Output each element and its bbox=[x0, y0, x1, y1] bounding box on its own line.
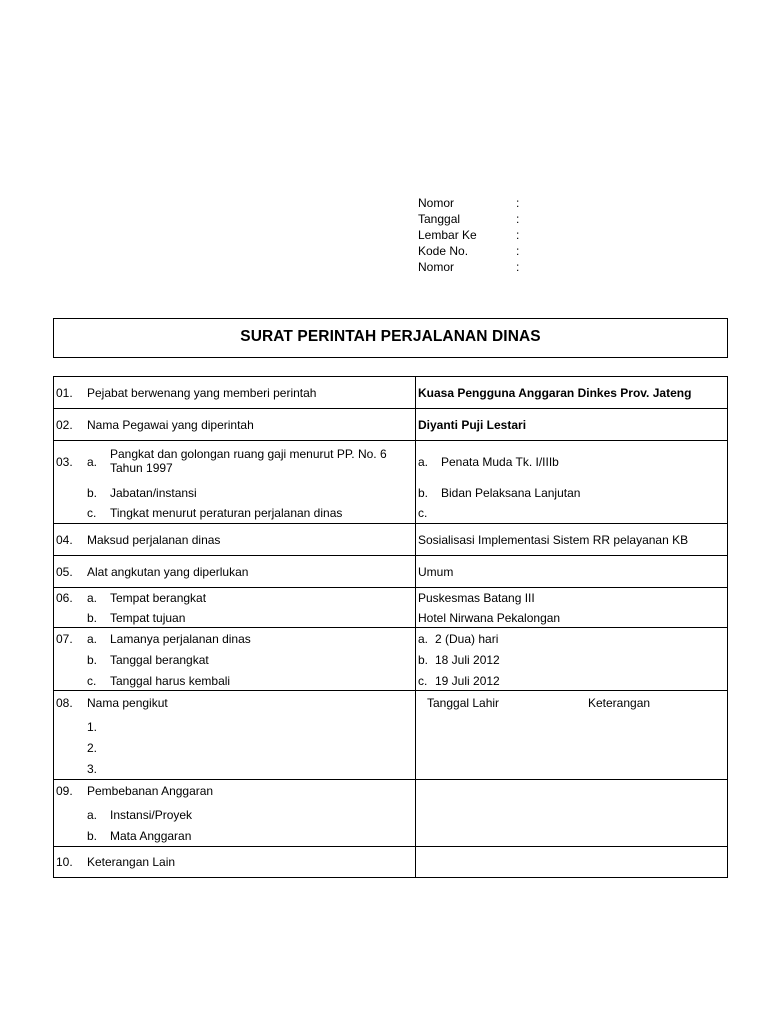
row-value: Hotel Nirwana Pekalongan bbox=[418, 611, 561, 625]
header-colon: : bbox=[516, 244, 520, 258]
row-divider bbox=[53, 587, 728, 588]
sub-letter: c. bbox=[87, 506, 97, 520]
row-label: Maksud perjalanan dinas bbox=[87, 533, 221, 547]
row-label: Tanggal berangkat bbox=[110, 653, 209, 667]
sub-letter: b. bbox=[87, 829, 98, 843]
row-label: Nama Pegawai yang diperintah bbox=[87, 418, 254, 432]
row-label: Tingkat menurut peraturan perjalanan dinas bbox=[110, 506, 343, 520]
row-value: Bidan Pelaksana Lanjutan bbox=[441, 486, 581, 500]
row-divider bbox=[53, 408, 728, 409]
row-number: 07. bbox=[56, 632, 73, 646]
sub-letter: b. bbox=[418, 486, 429, 500]
row-value: Sosialisasi Implementasi Sistem RR pelayanan KB bbox=[418, 533, 689, 547]
sub-letter: c. bbox=[87, 674, 97, 688]
sub-letter: a. bbox=[87, 632, 98, 646]
row-value: Umum bbox=[418, 565, 454, 579]
sub-letter: b. bbox=[87, 486, 98, 500]
row-value: Diyanti Puji Lestari bbox=[418, 418, 527, 432]
sub-letter: b. bbox=[87, 653, 98, 667]
row-value: 2 (Dua) hari bbox=[435, 632, 499, 646]
header-label-lembar: Lembar Ke bbox=[418, 228, 477, 242]
header-label-nomor: Nomor bbox=[418, 196, 455, 210]
row-label: Keterangan Lain bbox=[87, 855, 176, 869]
sub-letter: c. bbox=[418, 506, 428, 520]
sub-letter: a. bbox=[87, 591, 98, 605]
row-label: Nama pengikut bbox=[87, 696, 168, 710]
header-colon: : bbox=[516, 228, 520, 242]
page-title: SURAT PERINTAH PERJALANAN DINAS bbox=[240, 328, 541, 345]
row-value: 18 Juli 2012 bbox=[435, 653, 500, 667]
row-divider bbox=[53, 627, 728, 628]
sub-letter: b. bbox=[87, 611, 98, 625]
row-label: Pembebanan Anggaran bbox=[87, 784, 214, 798]
row-divider bbox=[53, 779, 728, 780]
row-number: 03. bbox=[56, 455, 73, 469]
row-value: 19 Juli 2012 bbox=[435, 674, 500, 688]
row-number: 10. bbox=[56, 855, 73, 869]
column-header-keterangan: Keterangan bbox=[588, 696, 651, 710]
row-label: Alat angkutan yang diperlukan bbox=[87, 565, 249, 579]
row-value: Penata Muda Tk. I/IIIb bbox=[441, 455, 559, 469]
sub-letter: b. bbox=[418, 653, 429, 667]
row-number: 02. bbox=[56, 418, 73, 432]
row-divider bbox=[53, 690, 728, 691]
sub-letter: a. bbox=[87, 808, 98, 822]
header-label-nomor-2: Nomor bbox=[418, 260, 455, 274]
sub-letter: a. bbox=[418, 632, 429, 646]
row-label: Mata Anggaran bbox=[110, 829, 192, 843]
row-label: Tahun 1997 bbox=[110, 461, 173, 475]
row-label: Pangkat dan golongan ruang gaji menurut PP. No. 6 bbox=[110, 447, 387, 461]
row-divider bbox=[53, 523, 728, 524]
row-label: Tanggal harus kembali bbox=[110, 674, 231, 688]
row-divider bbox=[53, 440, 728, 441]
list-item: 3. bbox=[87, 762, 98, 776]
row-divider bbox=[53, 846, 728, 847]
row-number: 01. bbox=[56, 386, 73, 400]
row-number: 09. bbox=[56, 784, 73, 798]
header-colon: : bbox=[516, 196, 520, 210]
sub-letter: a. bbox=[87, 455, 98, 469]
header-colon: : bbox=[516, 212, 520, 226]
header-label-kode: Kode No. bbox=[418, 244, 469, 258]
row-value: Puskesmas Batang III bbox=[418, 591, 535, 605]
row-label: Pejabat berwenang yang memberi perintah bbox=[87, 386, 317, 400]
header-label-tanggal: Tanggal bbox=[418, 212, 461, 226]
row-number: 05. bbox=[56, 565, 73, 579]
row-number: 06. bbox=[56, 591, 73, 605]
row-divider bbox=[53, 555, 728, 556]
row-value: Kuasa Pengguna Anggaran Dinkes Prov. Jateng bbox=[418, 386, 692, 400]
row-label: Instansi/Proyek bbox=[110, 808, 193, 822]
row-number: 08. bbox=[56, 696, 73, 710]
sub-letter: a. bbox=[418, 455, 429, 469]
list-item: 1. bbox=[87, 720, 98, 734]
row-label: Lamanya perjalanan dinas bbox=[110, 632, 251, 646]
row-number: 04. bbox=[56, 533, 73, 547]
row-label: Tempat tujuan bbox=[110, 611, 186, 625]
sub-letter: c. bbox=[418, 674, 428, 688]
header-colon: : bbox=[516, 260, 520, 274]
column-header-tanggal-lahir: Tanggal Lahir bbox=[427, 696, 500, 710]
row-label: Jabatan/instansi bbox=[110, 486, 197, 500]
row-label: Tempat berangkat bbox=[110, 591, 207, 605]
list-item: 2. bbox=[87, 741, 98, 755]
